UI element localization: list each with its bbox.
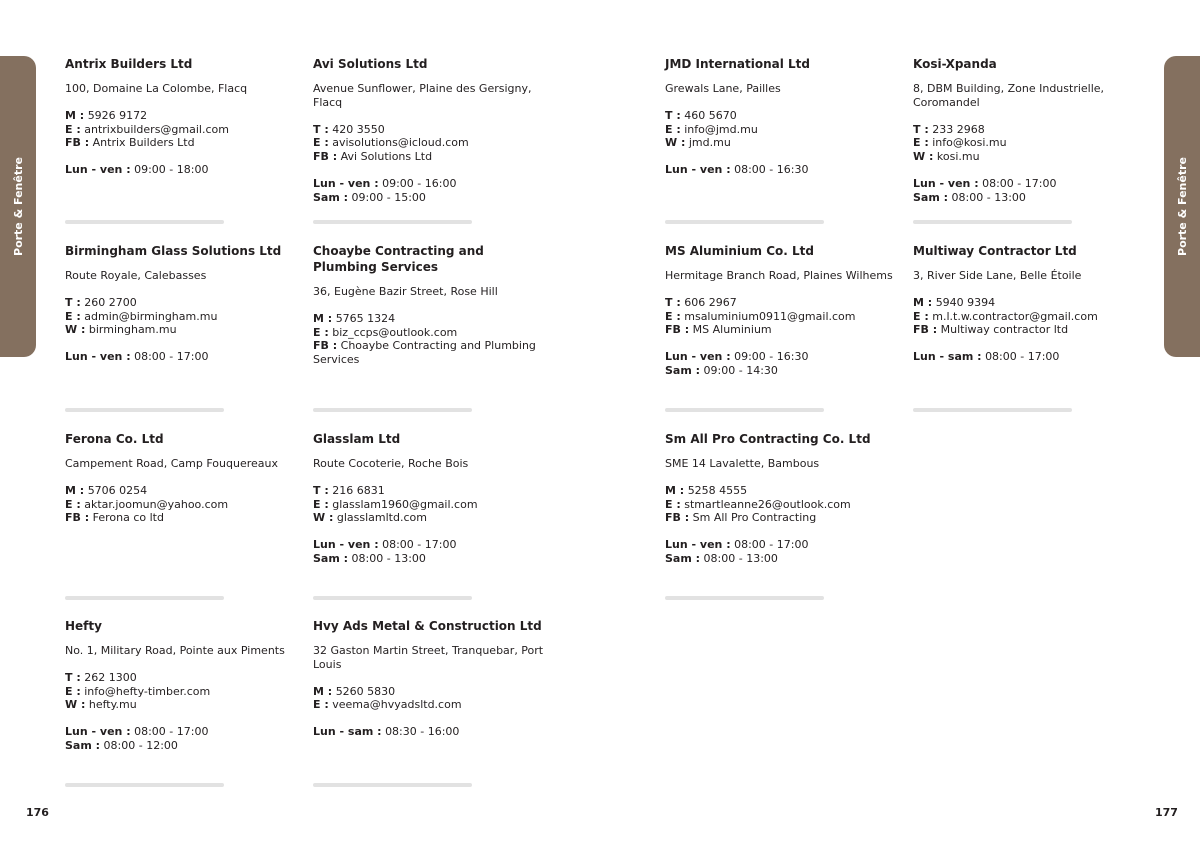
contact-list [665, 484, 897, 525]
contact-value: Sm All Pro Contracting [692, 511, 817, 525]
contact-list [65, 671, 297, 712]
opening-hours [665, 538, 897, 566]
contact-value: 5940 9394 [935, 295, 996, 309]
contact-value: 233 2968 [932, 122, 985, 136]
contact-value: avisolutions@icloud.com [332, 136, 469, 150]
contact-line [313, 698, 545, 712]
contact-line [913, 296, 1145, 310]
hours-value: 08:00 - 17:00 [985, 350, 1060, 364]
company-address: Avenue Sunflower, Plaine des Gersigny, Flacq [313, 82, 532, 109]
contact-value: 460 5670 [684, 108, 737, 122]
contact-line [913, 150, 1145, 164]
contact-list [313, 312, 545, 367]
company-address: Route Royale, Calebasses [65, 269, 207, 282]
contact-value: 262 1300 [84, 670, 137, 684]
page-number-left: 176 [26, 806, 49, 819]
category-tab-right [1164, 56, 1200, 357]
contact-value: Multiway contractor ltd [940, 323, 1069, 337]
hours-line [65, 739, 297, 753]
category-tab-label: Porte & Fenêtre [11, 157, 25, 256]
contact-label: T : [313, 483, 329, 497]
card-divider [665, 220, 824, 224]
contact-line [665, 484, 897, 498]
contact-line [665, 109, 897, 123]
contact-label: FB : [313, 339, 338, 353]
card-divider [65, 596, 224, 600]
hours-line [665, 552, 897, 566]
hours-value: 08:00 - 13:00 [351, 551, 426, 565]
contact-line [65, 323, 297, 337]
hours-label: Lun - sam : [313, 725, 382, 739]
contact-line [913, 323, 1145, 337]
hours-label: Lun - ven : [65, 350, 131, 364]
contact-line [65, 109, 297, 123]
contact-value: 260 2700 [84, 295, 137, 309]
company-address: Campement Road, Camp Fouquereaux [65, 457, 278, 470]
contact-label: FB : [65, 511, 90, 525]
contact-list [313, 123, 545, 164]
contact-label: E : [313, 136, 329, 150]
opening-hours [313, 177, 545, 205]
hours-value: 08:00 - 16:30 [734, 163, 809, 177]
hours-line [65, 725, 297, 739]
contact-line [665, 123, 897, 137]
contact-label: M : [665, 483, 685, 497]
contact-line [313, 312, 545, 326]
contact-value: birmingham.mu [88, 323, 177, 337]
hours-line [313, 552, 545, 566]
hours-line [913, 350, 1145, 364]
contact-label: T : [313, 122, 329, 136]
company-address: No. 1, Military Road, Pointe aux Piments [65, 644, 285, 657]
hours-value: 08:00 - 17:00 [734, 538, 809, 552]
contact-line [65, 296, 297, 310]
contact-value: info@jmd.mu [684, 122, 758, 136]
company-card [313, 243, 545, 380]
hours-label: Sam : [665, 551, 701, 565]
contact-value: 5258 4555 [687, 483, 748, 497]
contact-label: E : [313, 698, 329, 712]
company-name: JMD International Ltd [665, 57, 810, 71]
contact-value: biz_ccps@outlook.com [332, 325, 458, 339]
company-address: Hermitage Branch Road, Plaines Wilhems [665, 269, 893, 282]
hours-label: Sam : [313, 190, 349, 204]
contact-list [313, 484, 545, 525]
hours-value: 08:00 - 17:00 [382, 538, 457, 552]
hours-value: 09:00 - 18:00 [134, 163, 209, 177]
card-divider [913, 220, 1072, 224]
contact-line [665, 136, 897, 150]
company-card [65, 431, 297, 538]
contact-label: T : [665, 295, 681, 309]
contact-value: 216 6831 [332, 483, 385, 497]
contact-line [665, 296, 897, 310]
company-card [65, 243, 297, 364]
contact-label: M : [313, 684, 333, 698]
hours-line [665, 538, 897, 552]
contact-label: T : [913, 122, 929, 136]
hours-value: 09:00 - 15:00 [351, 190, 426, 204]
hours-label: Sam : [65, 738, 101, 752]
contact-line [665, 323, 897, 337]
contact-value: Choaybe Contracting and Plumbing Services [313, 339, 536, 367]
company-card [913, 243, 1145, 364]
contact-list [913, 123, 1145, 164]
card-divider [313, 408, 472, 412]
hours-line [665, 350, 897, 364]
hours-value: 09:00 - 16:30 [734, 350, 809, 364]
company-card [313, 431, 545, 566]
contact-line [313, 123, 545, 137]
contact-label: W : [665, 136, 686, 150]
opening-hours [65, 350, 297, 364]
hours-line [65, 350, 297, 364]
company-address: SME 14 Lavalette, Bambous [665, 457, 820, 470]
contact-value: stmartleanne26@outlook.com [684, 497, 851, 511]
company-address: Grewals Lane, Pailles [665, 82, 781, 95]
hours-value: 08:00 - 13:00 [951, 190, 1026, 204]
contact-line [65, 136, 297, 150]
contact-line [65, 498, 297, 512]
company-address: Route Cocoterie, Roche Bois [313, 457, 469, 470]
company-card [65, 618, 297, 753]
contact-list [65, 296, 297, 337]
hours-value: 08:00 - 13:00 [703, 551, 778, 565]
company-card [665, 243, 897, 378]
company-address: 3, River Side Lane, Belle Étoile [913, 269, 1082, 282]
contact-line [313, 136, 545, 150]
hours-label: Sam : [665, 363, 701, 377]
contact-label: E : [313, 325, 329, 339]
contact-label: E : [65, 122, 81, 136]
company-address: 8, DBM Building, Zone Industrielle, Coromandel [913, 82, 1105, 109]
contact-value: info@hefty-timber.com [84, 684, 211, 698]
contact-value: Ferona co ltd [92, 511, 164, 525]
contact-value: glasslamltd.com [336, 511, 427, 525]
company-name: Birmingham Glass Solutions Ltd [65, 244, 282, 258]
company-address: 32 Gaston Martin Street, Tranquebar, Port Louis [313, 644, 544, 671]
contact-line [65, 698, 297, 712]
company-name: Multiway Contractor Ltd [913, 244, 1077, 258]
opening-hours [65, 163, 297, 177]
contact-line [665, 310, 897, 324]
hours-label: Lun - ven : [313, 538, 379, 552]
opening-hours [913, 177, 1145, 205]
contact-value: 5260 5830 [335, 684, 396, 698]
hours-label: Lun - ven : [665, 350, 731, 364]
contact-list [665, 109, 897, 150]
contact-label: FB : [665, 511, 690, 525]
contact-label: FB : [313, 150, 338, 164]
hours-label: Lun - sam : [913, 350, 982, 364]
hours-line [665, 163, 897, 177]
contact-value: aktar.joomun@yahoo.com [84, 497, 229, 511]
contact-label: E : [913, 309, 929, 323]
company-name: Antrix Builders Ltd [65, 57, 193, 71]
hours-label: Lun - ven : [665, 538, 731, 552]
hours-label: Sam : [313, 551, 349, 565]
hours-label: Lun - ven : [65, 725, 131, 739]
contact-line [65, 310, 297, 324]
page-number-right: 177 [1155, 806, 1178, 819]
contact-line [313, 498, 545, 512]
contact-label: W : [65, 698, 86, 712]
company-name: Hvy Ads Metal & Construction Ltd [313, 619, 542, 633]
contact-line [313, 339, 545, 367]
contact-value: 5706 0254 [87, 483, 148, 497]
company-name: MS Aluminium Co. Ltd [665, 244, 814, 258]
opening-hours [913, 350, 1145, 364]
company-name: Choaybe Contracting and Plumbing Services [313, 244, 484, 274]
contact-value: msaluminium0911@gmail.com [684, 309, 856, 323]
contact-label: FB : [913, 323, 938, 337]
opening-hours [313, 725, 545, 739]
contact-line [313, 326, 545, 340]
contact-label: E : [665, 122, 681, 136]
contact-list [665, 296, 897, 337]
contact-value: 420 3550 [332, 122, 385, 136]
contact-label: T : [65, 670, 81, 684]
hours-label: Lun - ven : [313, 176, 379, 190]
contact-label: E : [665, 309, 681, 323]
hours-value: 08:00 - 17:00 [982, 176, 1057, 190]
card-divider [913, 408, 1072, 412]
contact-label: E : [65, 309, 81, 323]
contact-line [665, 498, 897, 512]
contact-value: 5765 1324 [335, 311, 396, 325]
hours-value: 08:00 - 12:00 [103, 738, 178, 752]
card-divider [65, 783, 224, 787]
hours-value: 09:00 - 14:30 [703, 363, 778, 377]
company-address: 36, Eugène Bazir Street, Rose Hill [313, 285, 498, 298]
hours-label: Lun - ven : [665, 163, 731, 177]
company-name: Avi Solutions Ltd [313, 57, 428, 71]
contact-value: 5926 9172 [87, 108, 148, 122]
company-card [313, 56, 545, 205]
company-card [665, 431, 897, 566]
hours-line [913, 177, 1145, 191]
contact-value: info@kosi.mu [932, 136, 1007, 150]
hours-value: 08:00 - 17:00 [134, 725, 209, 739]
contact-value: veema@hvyadsltd.com [332, 698, 462, 712]
contact-value: Antrix Builders Ltd [92, 136, 195, 150]
opening-hours [65, 725, 297, 753]
contact-value: MS Aluminium [692, 323, 772, 337]
contact-label: W : [313, 511, 334, 525]
contact-line [65, 511, 297, 525]
contact-line [65, 123, 297, 137]
contact-value: Avi Solutions Ltd [340, 150, 433, 164]
contact-line [313, 685, 545, 699]
hours-value: 08:30 - 16:00 [385, 725, 460, 739]
company-card [665, 56, 897, 177]
contact-label: M : [313, 311, 333, 325]
company-name: Glasslam Ltd [313, 432, 401, 446]
contact-value: glasslam1960@gmail.com [332, 497, 478, 511]
hours-value: 08:00 - 17:00 [134, 350, 209, 364]
contact-label: M : [913, 295, 933, 309]
contact-label: FB : [65, 136, 90, 150]
hours-line [913, 191, 1145, 205]
company-card [913, 56, 1145, 205]
contact-value: 606 2967 [684, 295, 737, 309]
hours-line [313, 191, 545, 205]
hours-line [313, 725, 545, 739]
opening-hours [665, 350, 897, 378]
contact-line [913, 310, 1145, 324]
contact-list [913, 296, 1145, 337]
card-divider [65, 408, 224, 412]
hours-line [665, 364, 897, 378]
contact-label: M : [65, 483, 85, 497]
contact-label: E : [65, 684, 81, 698]
card-divider [313, 783, 472, 787]
opening-hours [665, 163, 897, 177]
company-card [313, 618, 545, 739]
hours-value: 09:00 - 16:00 [382, 176, 457, 190]
card-divider [665, 596, 824, 600]
contact-label: FB : [665, 323, 690, 337]
contact-label: M : [65, 108, 85, 122]
contact-line [913, 136, 1145, 150]
company-card [65, 56, 297, 177]
contact-list [65, 484, 297, 525]
contact-list [65, 109, 297, 150]
contact-label: T : [665, 108, 681, 122]
contact-label: W : [65, 323, 86, 337]
hours-line [65, 163, 297, 177]
contact-label: W : [913, 150, 934, 164]
contact-line [313, 484, 545, 498]
contact-value: admin@birmingham.mu [84, 309, 218, 323]
contact-list [313, 685, 545, 713]
hours-line [313, 177, 545, 191]
contact-line [313, 150, 545, 164]
contact-label: E : [665, 497, 681, 511]
contact-line [913, 123, 1145, 137]
contact-value: kosi.mu [936, 150, 980, 164]
card-divider [313, 596, 472, 600]
company-name: Sm All Pro Contracting Co. Ltd [665, 432, 871, 446]
contact-label: E : [913, 136, 929, 150]
hours-label: Lun - ven : [913, 176, 979, 190]
contact-value: jmd.mu [688, 136, 731, 150]
contact-line [65, 671, 297, 685]
company-name: Kosi-Xpanda [913, 57, 997, 71]
hours-label: Sam : [913, 190, 949, 204]
category-tab-left [0, 56, 36, 357]
company-name: Ferona Co. Ltd [65, 432, 164, 446]
hours-line [313, 538, 545, 552]
category-tab-label: Porte & Fenêtre [1175, 157, 1189, 256]
card-divider [665, 408, 824, 412]
company-name: Hefty [65, 619, 102, 633]
contact-value: hefty.mu [88, 698, 137, 712]
hours-label: Lun - ven : [65, 163, 131, 177]
contact-label: T : [65, 295, 81, 309]
card-divider [65, 220, 224, 224]
card-divider [313, 220, 472, 224]
contact-label: E : [313, 497, 329, 511]
contact-value: antrixbuilders@gmail.com [84, 122, 229, 136]
contact-line [65, 484, 297, 498]
contact-line [65, 685, 297, 699]
contact-value: m.l.t.w.contractor@gmail.com [932, 309, 1098, 323]
company-address: 100, Domaine La Colombe, Flacq [65, 82, 248, 95]
contact-line [313, 511, 545, 525]
opening-hours [313, 538, 545, 566]
contact-line [665, 511, 897, 525]
contact-label: E : [65, 497, 81, 511]
